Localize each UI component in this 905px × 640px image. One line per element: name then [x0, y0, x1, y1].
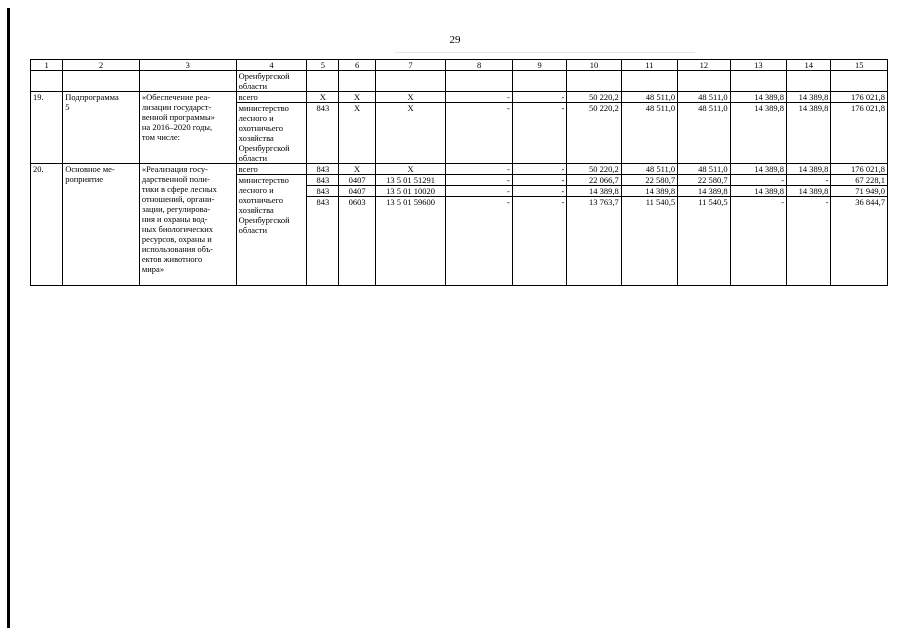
executor-cell: министерство лесного и охотничьего хозяйства Оренбургской области [236, 103, 307, 164]
col-header: 15 [831, 60, 888, 71]
cell: Х [375, 164, 446, 175]
cell: - [730, 175, 786, 186]
cell: 843 [307, 175, 339, 186]
cell: 22 580,7 [678, 175, 730, 186]
cell: 11 540,5 [678, 197, 730, 286]
executor-cell: всего [236, 92, 307, 103]
col-header: 8 [446, 60, 513, 71]
col-header: 6 [339, 60, 375, 71]
cell: - [446, 175, 513, 186]
cell: 14 389,8 [730, 164, 786, 175]
cell: 176 021,8 [831, 103, 888, 164]
cell: - [446, 92, 513, 103]
table-row [31, 92, 888, 103]
cell: 14 389,8 [787, 103, 831, 164]
scan-artifact-line [395, 52, 695, 53]
table-row [31, 164, 888, 175]
executor-cell: министерство лесного и охотничьего хозяйства Оренбургской области [236, 175, 307, 286]
cell: Х [375, 92, 446, 103]
row-number: 19. [31, 92, 63, 164]
col-header: 11 [621, 60, 677, 71]
cell: Х [339, 92, 375, 103]
cell: 176 021,8 [831, 92, 888, 103]
cell: 13 5 01 51291 [375, 175, 446, 186]
cell: 14 389,8 [730, 186, 786, 197]
cell: Х [339, 103, 375, 164]
cell: 14 389,8 [730, 103, 786, 164]
cell: 50 220,2 [567, 103, 621, 164]
cell: - [512, 197, 566, 286]
continuation-row [31, 71, 888, 92]
col-header: 1 [31, 60, 63, 71]
cell: - [446, 186, 513, 197]
cell: 50 220,2 [567, 92, 621, 103]
col-header: 13 [730, 60, 786, 71]
cell: 0407 [339, 186, 375, 197]
cell: 48 511,0 [621, 103, 677, 164]
cell: 13 5 01 10020 [375, 186, 446, 197]
executor-cell: Оренбургской области [236, 71, 307, 92]
col-header: 5 [307, 60, 339, 71]
cell: - [512, 103, 566, 164]
cell: 14 389,8 [787, 186, 831, 197]
col-header: 10 [567, 60, 621, 71]
cell: Х [339, 164, 375, 175]
column-number-row [31, 60, 888, 71]
cell: Х [375, 103, 446, 164]
col-header: 3 [139, 60, 236, 71]
cell: 14 389,8 [787, 92, 831, 103]
cell: - [446, 164, 513, 175]
executor-cell: всего [236, 164, 307, 175]
col-header: 2 [63, 60, 140, 71]
cell: Х [307, 92, 339, 103]
cell: 67 228,1 [831, 175, 888, 186]
cell: 176 021,8 [831, 164, 888, 175]
cell: 0603 [339, 197, 375, 286]
cell: 843 [307, 186, 339, 197]
col-header: 12 [678, 60, 730, 71]
cell: - [446, 103, 513, 164]
program-name-cell: «Обеспечение реа- лизации государст- венной программы» на 2016–2020 годы, том числе: [139, 92, 236, 164]
cell: 48 511,0 [621, 164, 677, 175]
status-cell: Подпрограмма 5 [63, 92, 140, 164]
status-cell: Основное ме- роприятие [63, 164, 140, 286]
cell: 14 389,8 [567, 186, 621, 197]
cell: 14 389,8 [621, 186, 677, 197]
cell: 48 511,0 [678, 164, 730, 175]
cell: - [730, 197, 786, 286]
cell: 843 [307, 103, 339, 164]
cell: - [446, 197, 513, 286]
cell: - [787, 197, 831, 286]
cell: 48 511,0 [678, 103, 730, 164]
col-header: 7 [375, 60, 446, 71]
col-header: 4 [236, 60, 307, 71]
page-number: 29 [449, 34, 461, 46]
left-margin-rule [7, 8, 10, 628]
cell: - [512, 92, 566, 103]
col-header: 14 [787, 60, 831, 71]
cell: 11 540,5 [621, 197, 677, 286]
col-header: 9 [512, 60, 566, 71]
budget-table [30, 59, 888, 286]
cell: 14 389,8 [730, 92, 786, 103]
cell: 13 5 01 59600 [375, 197, 446, 286]
cell: 48 511,0 [678, 92, 730, 103]
cell: 14 389,8 [678, 186, 730, 197]
cell: 36 844,7 [831, 197, 888, 286]
cell: 843 [307, 164, 339, 175]
cell: 50 220,2 [567, 164, 621, 175]
cell: 0407 [339, 175, 375, 186]
cell: 14 389,8 [787, 164, 831, 175]
program-name-cell: «Реализация госу- дарственной поли- тики в сфере лесных отношений, органи- зации, регулирова- ния и охраны вод- ных биологических ресурсов, охраны и использования объ- ектов животного мира» [139, 164, 236, 286]
cell: - [512, 186, 566, 197]
row-number: 20. [31, 164, 63, 286]
cell: 22 066,7 [567, 175, 621, 186]
cell: - [787, 175, 831, 186]
cell: 22 580,7 [621, 175, 677, 186]
cell: 13 763,7 [567, 197, 621, 286]
cell: - [512, 175, 566, 186]
cell: - [512, 164, 566, 175]
cell: 71 949,0 [831, 186, 888, 197]
cell: 48 511,0 [621, 92, 677, 103]
cell: 843 [307, 197, 339, 286]
